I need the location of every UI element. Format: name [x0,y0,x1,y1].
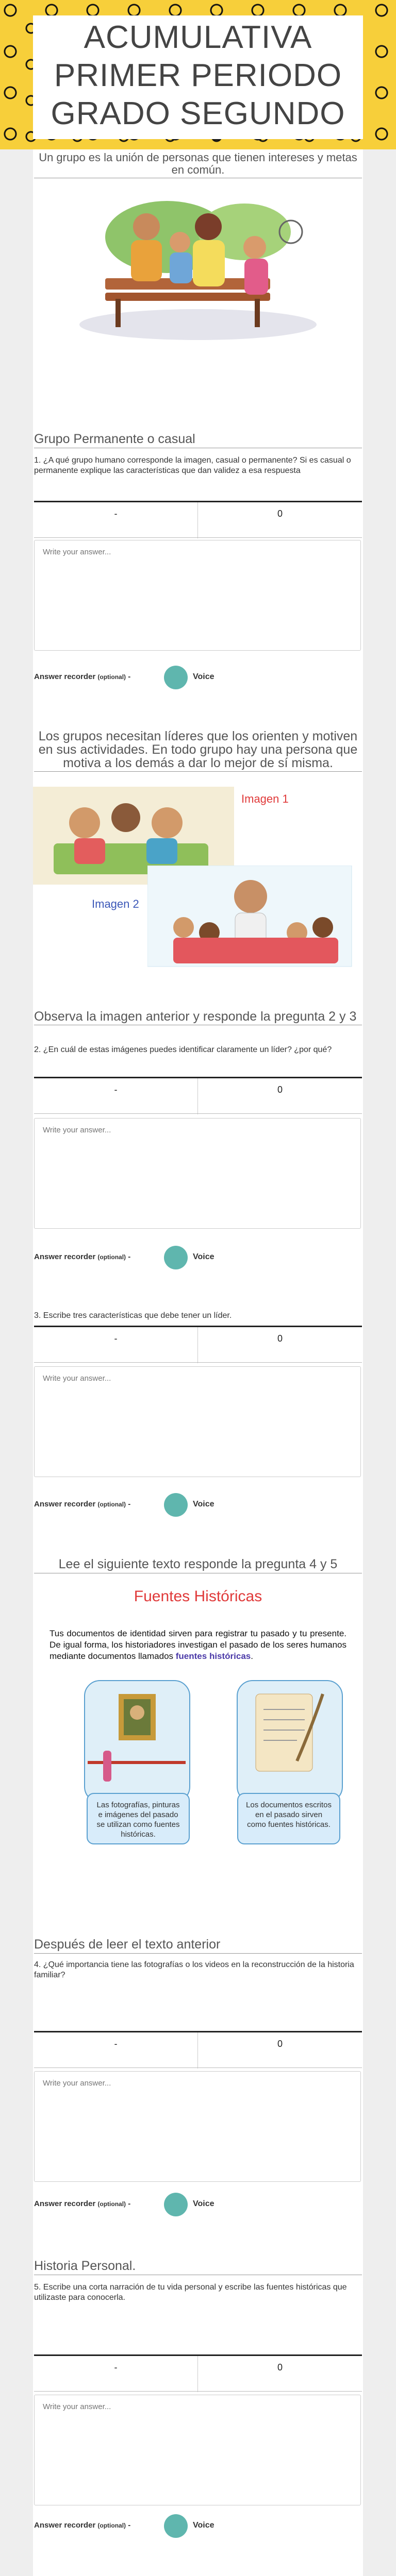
section5-heading: Lee el siguiente texto responde la pregunta 4 y 5 [34,1557,362,1573]
image-1-label: Imagen 1 [241,792,289,805]
section7-heading: Historia Personal. [34,2259,362,2275]
answer-recorder-4 [34,2192,362,2217]
record-button[interactable] [164,1493,188,1517]
image-2-illustration [147,866,354,969]
voice-label: Voice [193,2521,214,2530]
caption-right: Los documentos escritos en el pasado sirven como fuentes históricas. [237,1793,340,1844]
question-3: 3. Escribe tres características que debe tener un líder. [34,1311,232,1320]
table-3-right-cell[interactable]: 0 [277,1333,283,1344]
section6-heading: Después de leer el texto anterior [34,1937,362,1954]
intro-heading: Un grupo es la unión de personas que tienen intereses y metas en común. [34,151,362,178]
table-1-divider [34,537,362,538]
worksheet [33,149,363,2576]
recorder-label: Answer recorder (optional) - [34,1252,131,1261]
section3-heading: Observa la imagen anterior y responde la pregunta 2 y 3 [34,1010,362,1025]
table-2-right-cell[interactable]: 0 [277,1084,283,1095]
question-5: 5. Escribe una corta narración de tu vida personal y escribe las fuentes históricas que utilizaste para conocerla. [34,2283,347,2302]
table-2 [34,1077,362,1114]
table-4-divider [34,2067,362,2068]
recorder-label: Answer recorder (optional) - [34,1500,131,1509]
recorder-label: Answer recorder (optional) - [34,672,131,681]
table-3-divider [34,1362,362,1363]
table-4-right-cell[interactable]: 0 [277,2039,283,2049]
table-1 [34,501,362,538]
answer-input-4[interactable] [34,2071,361,2182]
fuentes-title: Fuentes Históricas [134,1588,262,1605]
answer-input-5[interactable] [34,2395,361,2505]
document-illustration [235,1679,344,1807]
answer-input-2[interactable] [34,1118,361,1229]
record-button[interactable] [164,2193,188,2216]
answer-recorder-1 [34,665,362,690]
table-2-divider [34,1113,362,1114]
table-2-left-cell[interactable]: - [34,1078,198,1114]
table-5-left-cell[interactable]: - [34,2356,198,2392]
section1-heading: Grupo Permanente o casual [34,432,362,448]
answer-input-1[interactable] [34,540,361,651]
section2-heading: Los grupos necesitan líderes que los orienten y motiven en sus actividades. En todo grupo hay una persona que motiva a los demás a dar lo mejor de sí misma. [34,730,362,772]
record-button[interactable] [164,2514,188,2538]
caption-left: Las fotografías, pinturas e imágenes del pasado se utilizan como fuentes históricas. [87,1793,190,1844]
recorder-label: Answer recorder (optional) - [34,2199,131,2208]
question-2: 2. ¿En cuál de estas imágenes puedes identificar claramente un líder? ¿por qué? [34,1045,332,1054]
image-2-label: Imagen 2 [92,897,139,910]
recorder-label: Answer recorder (optional) - [34,2521,131,2530]
table-3 [34,1326,362,1363]
title-line-2: PRIMER PERIODO [54,58,342,93]
question-1: 1. ¿A qué grupo humano corresponde la imagen, casual o permanente? Si es casual o permanente explique las características que dan validez a esa respuesta [34,456,351,475]
voice-label: Voice [193,672,214,681]
record-button[interactable] [164,1246,188,1269]
title-line-3: GRADO SEGUNDO [51,96,345,131]
table-3-left-cell[interactable]: - [34,1327,198,1363]
family-illustration [74,196,322,345]
table-5 [34,2354,362,2392]
record-button[interactable] [164,666,188,689]
table-4 [34,2031,362,2069]
title-box [33,15,363,139]
voice-label: Voice [193,1500,214,1509]
fuentes-body: Tus documentos de identidad sirven para registrar tu pasado y tu presente. De igual forma, los historiadores investigan el pasado de los seres humanos mediante documentos llamados fuentes históricas. [50,1629,346,1661]
answer-recorder-3 [34,1492,362,1518]
painting-illustration [82,1679,192,1807]
voice-label: Voice [193,2199,214,2208]
answer-recorder-2 [34,1245,362,1270]
table-1-right-cell[interactable]: 0 [277,509,283,519]
fuentes-highlight: fuentes históricas [175,1651,251,1661]
table-5-right-cell[interactable]: 0 [277,2362,283,2372]
voice-label: Voice [193,1252,214,1261]
title-line-1: ACUMULATIVA [84,20,312,55]
table-4-left-cell[interactable]: - [34,2032,198,2069]
question-4: 4. ¿Qué importancia tiene las fotografías o los videos en la reconstrucción de la historia familiar? [34,1960,354,1979]
answer-input-3[interactable] [34,1366,361,1477]
table-1-left-cell[interactable]: - [34,502,198,538]
answer-recorder-5 [34,2513,362,2539]
table-5-divider [34,2391,362,2392]
header-banner [0,0,396,149]
